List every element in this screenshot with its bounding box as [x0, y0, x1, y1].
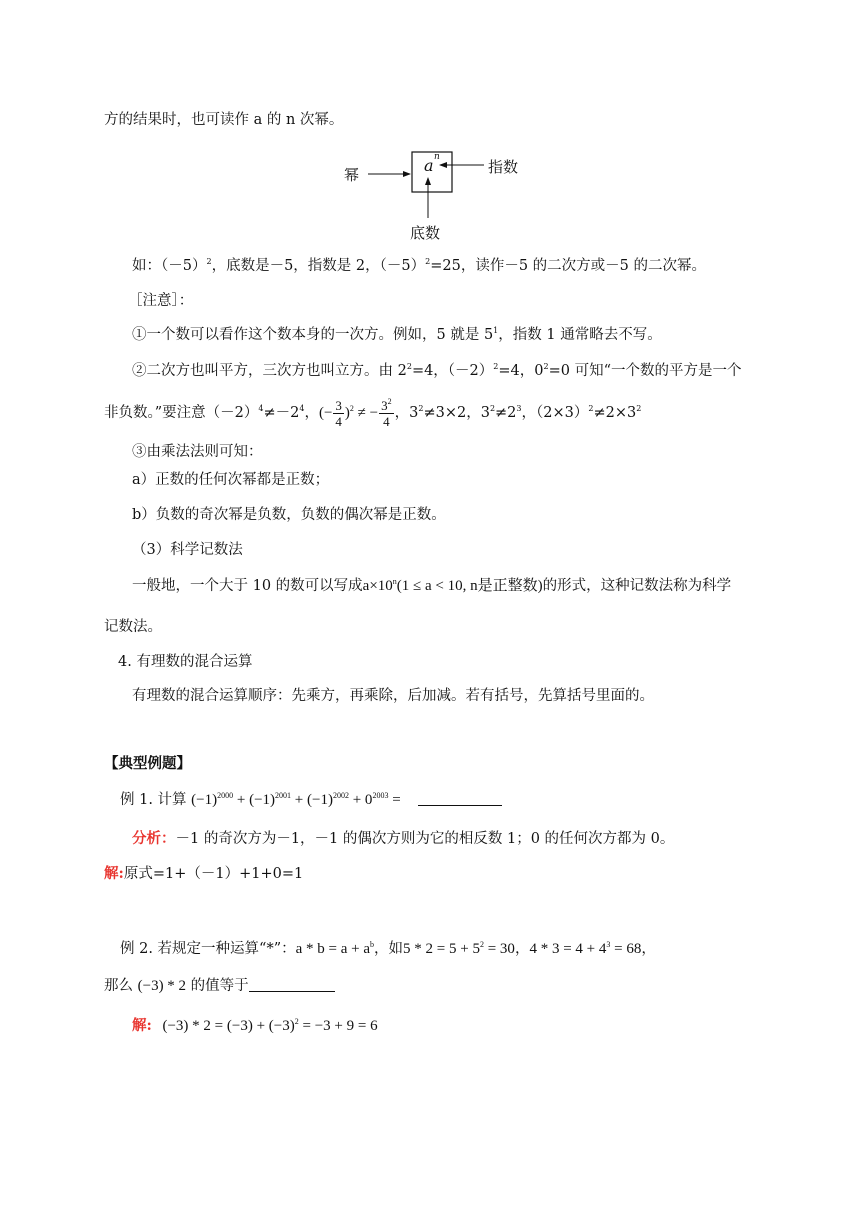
diagram-base-letter: a: [424, 156, 434, 175]
answer-blank-2[interactable]: [249, 977, 335, 992]
diagram-label-exponent: 指数: [488, 158, 519, 176]
example-1-analysis: 分析：－1 的奇次方为－1，－1 的偶次方则为它的相反数 1；0 的任何次方都为 0。: [132, 830, 675, 847]
mixed-operations-text: 有理数的混合运算顺序：先乘方，再乘除，后加减。若有括号，先算括号里面的。: [132, 688, 654, 704]
section-4-heading: 4. 有理数的混合运算: [118, 654, 253, 670]
example-2: 例 2. 若规定一种运算“*”：$a * b = a + a^b$，如$5 * 2 = 5 + 5^2 = 30$，$4 * 3 = 4 + 4^3 = 68$，: [120, 940, 656, 957]
diagram-label-power: 幂: [344, 166, 360, 184]
example-1-solution: 解:原式=1+（－1）+1+0=1: [104, 865, 304, 882]
section-3-heading: （3）科学记数法: [132, 542, 243, 558]
diagram-label-base: 底数: [410, 224, 441, 242]
diagram-arrows: [340, 146, 540, 246]
diagram-exp-letter: n: [434, 152, 440, 162]
example-2-solution: 解: $(-3) * 2 = (-3) + (-3)^2 = -3 + 9 = 6$: [132, 1017, 378, 1034]
note-2-continued: 非负数。”要注意$(-2)^4\ne-2^4$，(− $\frac{3}{4}$ )$^2$ ≠ − $\frac{3^2}{4}$ ，$3^2\ne 3\times 2$，$3^2\ne 2^3$，$(2\times 3)^2\ne 2\times 3^2$: [104, 397, 642, 429]
example-2-question: 那么 (−3) * 2 的值等于: [104, 976, 335, 996]
example-line: 如：$(-5)^2$，底数是－5，指数是 2，$(-5)^2=25$，读作－5 的二次方或－5 的二次幂。: [132, 257, 706, 274]
fraction-expression-1: (− $\frac{3}{4}$ )$^2$ ≠ − $\frac{3^2}{4}$: [318, 397, 392, 429]
note-1: ①一个数可以看作这个数本身的一次方。例如，5 就是 $5^1$，指数 1 通常略去不写。: [132, 326, 662, 343]
note-3: ③由乘法法则可知：: [132, 444, 263, 460]
sci-notation-text: 一般地，一个大于 10 的数可以写成$a\times 10^n(1 \le a < 10$, n是正整数)的形式，这种记数法称为科学: [132, 577, 732, 594]
note-title: ［注意］：: [128, 293, 194, 309]
examples-header: 【典型例题】: [104, 756, 191, 772]
power-diagram: [340, 146, 540, 246]
rule-a: a）正数的任何次幂都是正数；: [132, 472, 330, 488]
rule-b: b）负数的奇次幂是负数，负数的偶次幂是正数。: [132, 507, 446, 523]
example-1: 例 1. 计算 $(-1)^{2000} + (-1)^{2001} + (-1)^{2002} + 0^{2003}$ =: [120, 790, 502, 810]
sci-notation-text-2: 记数法。: [104, 619, 162, 635]
intro-text: 方的结果时，也可读作 a 的 n 次幂。: [104, 112, 344, 128]
answer-blank-1[interactable]: [418, 791, 502, 806]
note-2: ②二次方也叫平方，三次方也叫立方。由 $2^2=4$，$(-2)^2=4$，$0^2=0$ 可知“一个数的平方是一个: [132, 362, 742, 379]
